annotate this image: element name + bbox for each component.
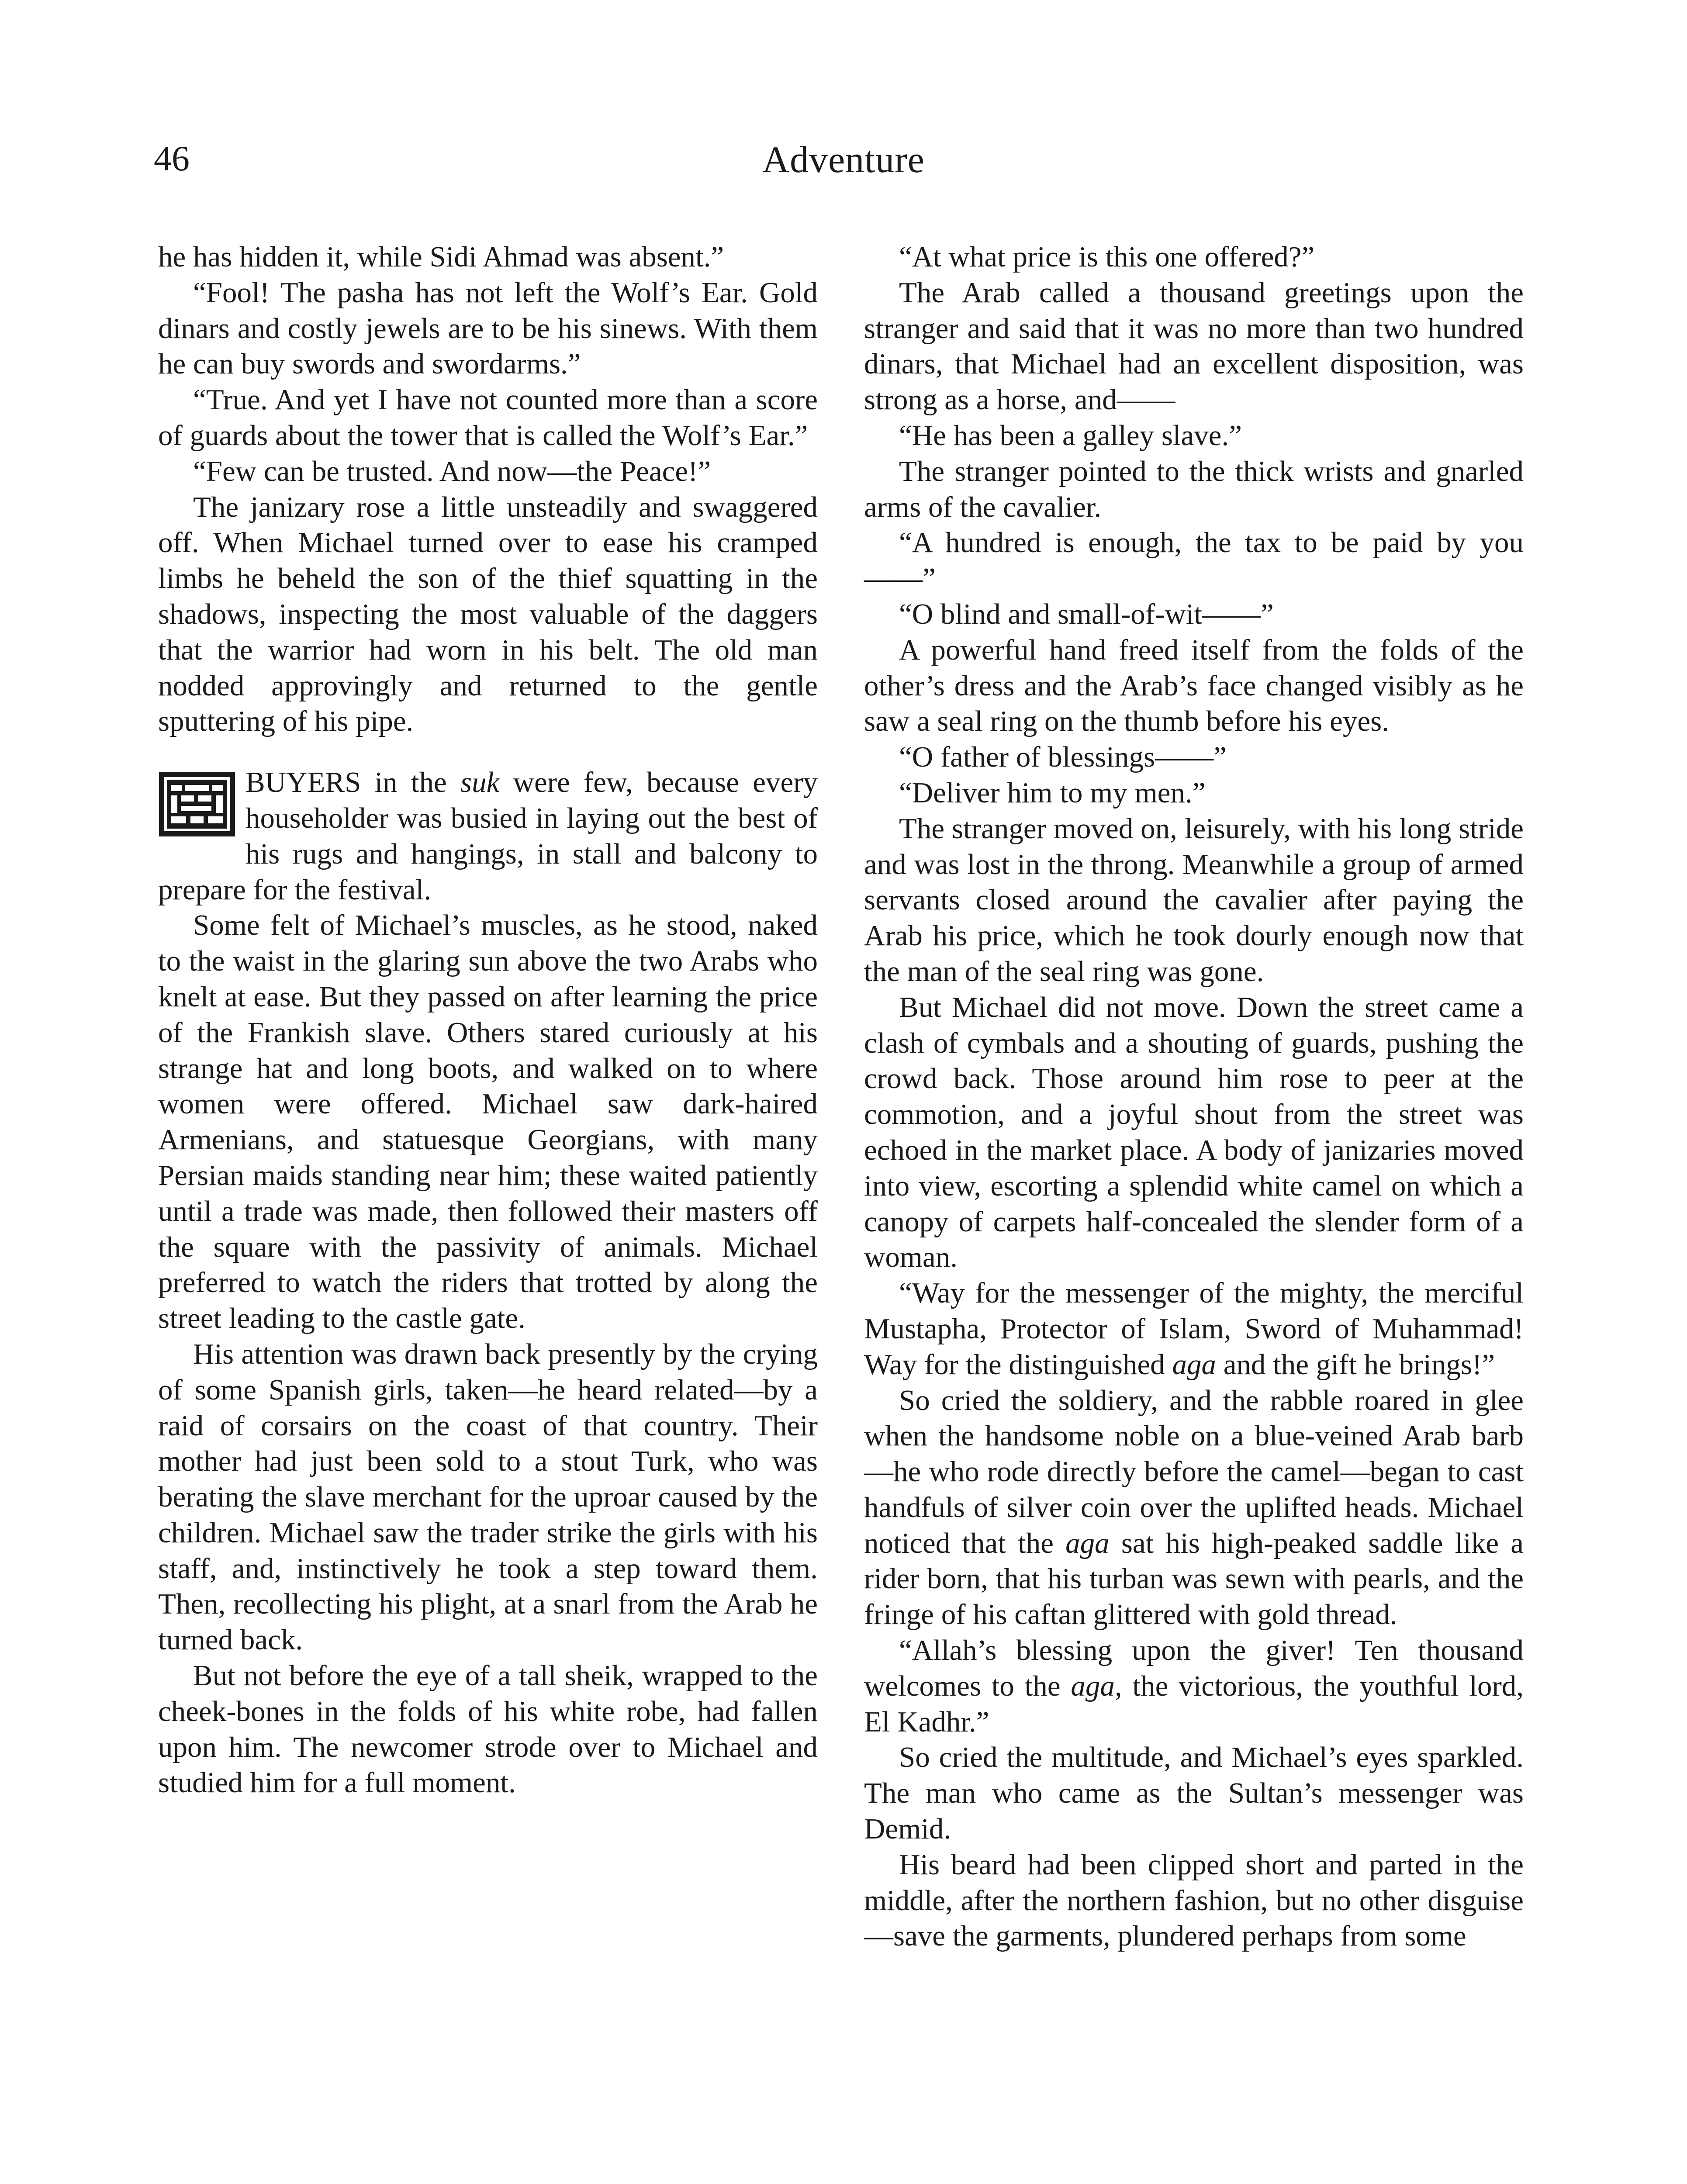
text-run: “Way for the messenger of the mighty, the merciful Mustapha, Protector of Islam, Sword of Muhammad! Way for the distinguished <box>864 1277 1524 1381</box>
paragraph: “Fool! The pasha has not left the Wolf’s Ear. Gold dinars and costly jewels are to be his sinews. With them he can buy swords and swordarms.” <box>158 276 818 380</box>
paragraph: But not before the eye of a tall sheik, wrapped to the cheek-bones in the folds of his white robe, had fallen upon him. The newcomer strode over to Michael and studied him for a full moment. <box>158 1659 818 1799</box>
italic-word: aga <box>1172 1348 1216 1381</box>
paragraph: His attention was drawn back presently by the crying of some Spanish girls, taken—he heard related—by a raid of corsairs on the coast of that country. Their mother had just been sold to a stout Turk, who was berating the slave merchant for the uproar caused by the children. Michael saw the trader strike the girls with his staff, and, instinctively he took a step toward them. Then, recollecting his plight, at a snarl from the Arab he turned back. <box>158 1337 818 1656</box>
left-column <box>158 239 818 1801</box>
paragraph: “O father of blessings——” <box>899 741 1227 774</box>
paragraph: Some felt of Michael’s muscles, as he stood, naked to the waist in the glaring sun above the two Arabs who knelt at ease. But they passed on after learning the price of the Frankish slave. Others stared curiously at his strange hat and long boots, and walked on to where women were offered. Michael saw dark-haired Armenians, and statuesque Georgians, with many Persian maids standing near him; these waited patiently until a trade was made, then followed their masters off the square with the passivity of animals. Michael preferred to watch the riders that trotted by along the street leading to the castle gate. <box>158 909 818 1335</box>
italic-word: suk <box>460 766 500 799</box>
paragraph <box>864 1383 1524 1633</box>
paragraph: “At what price is this one offered?” <box>899 241 1315 273</box>
paragraph <box>864 1633 1524 1740</box>
paragraph: “A hundred is enough, the tax to be paid by you——” <box>864 526 1524 595</box>
paragraph: The stranger pointed to the thick wrists and gnarled arms of the cavalier. <box>864 455 1524 523</box>
opening-word: BUYERS <box>245 766 361 799</box>
paragraph: A powerful hand freed itself from the folds of the other’s dress and the Arab’s face changed visibly as he saw a seal ring on the thumb before his eyes. <box>864 633 1524 738</box>
text-run: were few, because every householder was busied in laying out the best of his rugs and hangings, in stall and balcony to prepare for the festival. <box>158 766 818 906</box>
text-run: and the gift he brings!” <box>1223 1348 1495 1381</box>
text-run: “Allah’s blessing upon the giver! Ten thousand welcomes to the <box>864 1634 1524 1702</box>
page-number: 46 <box>154 138 190 178</box>
italic-word: aga <box>1065 1527 1110 1559</box>
paragraph: “O blind and small-of-wit——” <box>899 598 1274 630</box>
ornamental-dropcap-icon <box>158 771 236 837</box>
text-run: in the <box>374 766 447 799</box>
paragraph <box>864 1275 1524 1382</box>
text-run: So cried the soldiery, and the rabble roared in glee when the handsome noble on a blue-veined Arab barb—he who rode directly before the camel—began to cast handfuls of silver coin over the uplifted heads. Michael noticed that the <box>864 1384 1524 1559</box>
paragraph: The stranger moved on, leisurely, with his long stride and was lost in the throng. Meanwhile a group of armed servants closed around the cavalier after paying the Arab his price, which he took dourly enough now that the man of the seal ring was gone. <box>864 812 1524 988</box>
paragraph: The Arab called a thousand greetings upon the stranger and said that it was no more than two hundred dinars, that Michael had an excellent disposition, was strong as a horse, and—— <box>864 276 1524 416</box>
paragraph: But Michael did not move. Down the street came a clash of cymbals and a shouting of guards, pushing the crowd back. Those around him rose to peer at the commotion, and a joyful shout from the street was echoed in the market place. A body of janizaries moved into view, escorting a splendid white camel on which a canopy of carpets half-concealed the slender form of a woman. <box>864 991 1524 1274</box>
right-column <box>864 239 1524 1954</box>
text-run: the victorious, the youthful lord, El Kadhr.” <box>864 1669 1524 1738</box>
paragraph: “Few can be trusted. And now—the Peace!” <box>193 455 711 487</box>
italic-word: aga, <box>1071 1669 1122 1702</box>
paragraph: The janizary rose a little unsteadily and swaggered off. When Michael turned over to ease his cramped limbs he beheld the son of the thief squatting in the shadows, inspecting the most valuable of the daggers that the warrior had worn in his belt. The old man nodded approvingly and returned to the gentle sputtering of his pipe. <box>158 491 818 738</box>
paragraph: “He has been a galley slave.” <box>899 419 1242 452</box>
paragraph: His beard had been clipped short and parted in the middle, after the northern fashion, but no other disguise—save the garments, plundered perhaps from some <box>864 1848 1524 1952</box>
running-head-title: Adventure <box>762 138 925 180</box>
section-opening-paragraph <box>158 765 818 908</box>
paragraph: he has hidden it, while Sidi Ahmad was absent.” <box>158 241 724 273</box>
paragraph: “True. And yet I have not counted more than a score of guards about the tower that is called the Wolf’s Ear.” <box>158 384 818 452</box>
paragraph: “Deliver him to my men.” <box>899 776 1206 809</box>
text-run: sat his high-peaked saddle like a rider born, that his turban was sewn with pearls, and the fringe of his caftan glittered with gold thread. <box>864 1527 1524 1631</box>
paragraph: So cried the multitude, and Michael’s eyes sparkled. The man who came as the Sultan’s messenger was Demid. <box>864 1741 1524 1845</box>
